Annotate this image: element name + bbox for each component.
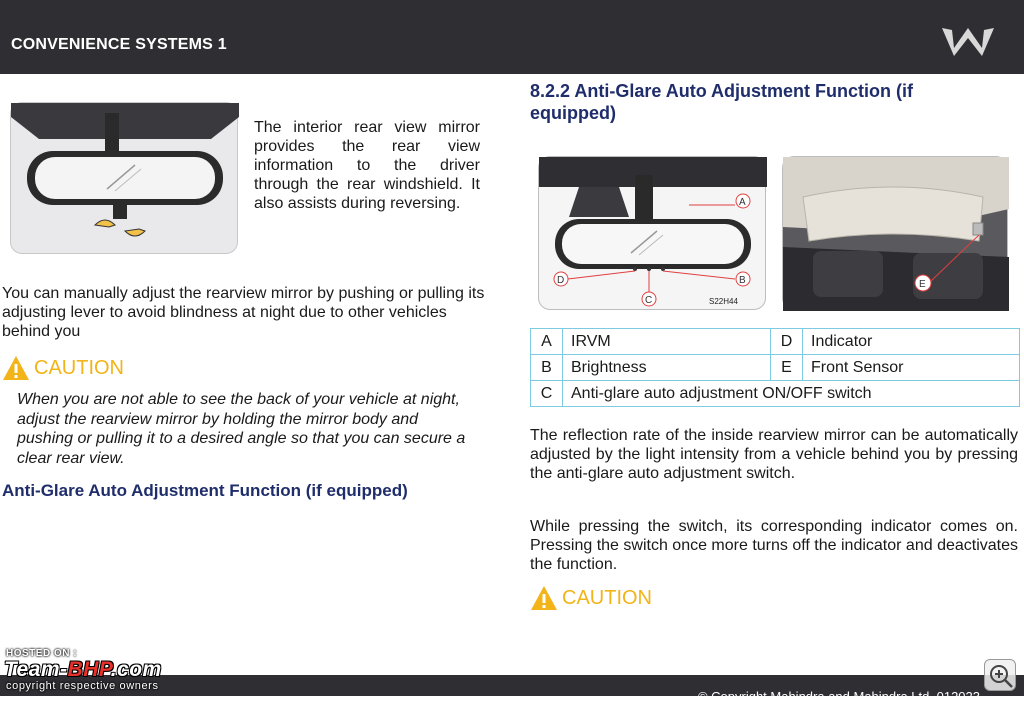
watermark-brand-a: Team- xyxy=(4,658,68,681)
legend-label: Front Sensor xyxy=(803,355,1020,381)
irvm-figure xyxy=(538,156,766,310)
watermark-brand-c: .com xyxy=(110,658,162,681)
page-header xyxy=(0,0,1024,74)
legend-label: Indicator xyxy=(803,329,1020,355)
legend-label: Brightness xyxy=(563,355,771,381)
legend-key: C xyxy=(531,381,563,407)
section-heading: 8.2.2 Anti-Glare Auto Adjustment Function (if equipped) xyxy=(530,81,914,123)
legend-key: A xyxy=(531,329,563,355)
caution-block-right xyxy=(530,585,652,611)
caution-block-left xyxy=(2,355,124,381)
legend-key: B xyxy=(531,355,563,381)
copyright-text: © Copyright Mahindra and Mahindra Ltd. 012023 xyxy=(697,689,980,704)
page-title: CONVENIENCE SYSTEMS 1 xyxy=(11,36,227,53)
right-column xyxy=(530,80,1020,609)
switch-indicator-text: While pressing the switch, its corresponding indicator comes on. Pressing the switch once more turns off the indicator and deactivates the function. xyxy=(530,518,1018,573)
callout-a: A xyxy=(739,197,746,208)
mahindra-logo-icon xyxy=(940,24,996,66)
watermark-brand-b: BHP xyxy=(67,658,111,681)
warning-triangle-icon xyxy=(530,585,558,611)
legend-label: Anti-glare auto adjustment ON/OFF switch xyxy=(563,381,1020,407)
figure-code: S22H44 xyxy=(709,297,738,306)
legend-key: D xyxy=(771,329,803,355)
table-row xyxy=(531,329,1020,355)
caution-label: CAUTION xyxy=(562,586,652,609)
zoom-icon[interactable] xyxy=(984,659,1016,691)
anti-glare-heading-left: Anti-Glare Auto Adjustment Function (if equipped) xyxy=(2,481,408,500)
mirror-intro-text: The interior rear view mirror provides the rear view information to the driver through the rear windshield. It also assists during reversing. xyxy=(254,119,480,212)
table-row xyxy=(531,381,1020,407)
legend-table xyxy=(530,328,1020,407)
caution-label: CAUTION xyxy=(34,356,124,379)
callout-b: B xyxy=(739,275,746,286)
callout-d: D xyxy=(557,275,565,286)
callout-e: E xyxy=(919,279,926,290)
mirror-manual-figure xyxy=(10,102,238,254)
caution-text-left: When you are not able to see the back of your vehicle at night, adjust the rearview mirror by holding the mirror body and pushing or pulling it to a desired angle so that you can secure a clear rear view. xyxy=(17,391,466,467)
table-row xyxy=(531,355,1020,381)
front-sensor-figure xyxy=(782,156,1008,310)
legend-label: IRVM xyxy=(563,329,771,355)
manual-adjust-text: You can manually adjust the rearview mirror by pushing or pulling its adjusting lever to avoid blindness at night due to other vehicles behind you xyxy=(2,285,485,340)
reflection-rate-text: The reflection rate of the inside rearview mirror can be automatically adjusted by the light intensity from a vehicle behind you by pressing the anti-glare auto adjustment switch. xyxy=(530,427,1018,482)
callout-c: C xyxy=(645,295,653,306)
team-bhp-watermark xyxy=(4,644,244,694)
watermark-brand xyxy=(4,658,162,682)
watermark-hosted: HOSTED ON : xyxy=(6,648,78,659)
watermark-rights: copyright respective owners xyxy=(6,680,159,692)
legend-key: E xyxy=(771,355,803,381)
warning-triangle-icon xyxy=(2,355,30,381)
